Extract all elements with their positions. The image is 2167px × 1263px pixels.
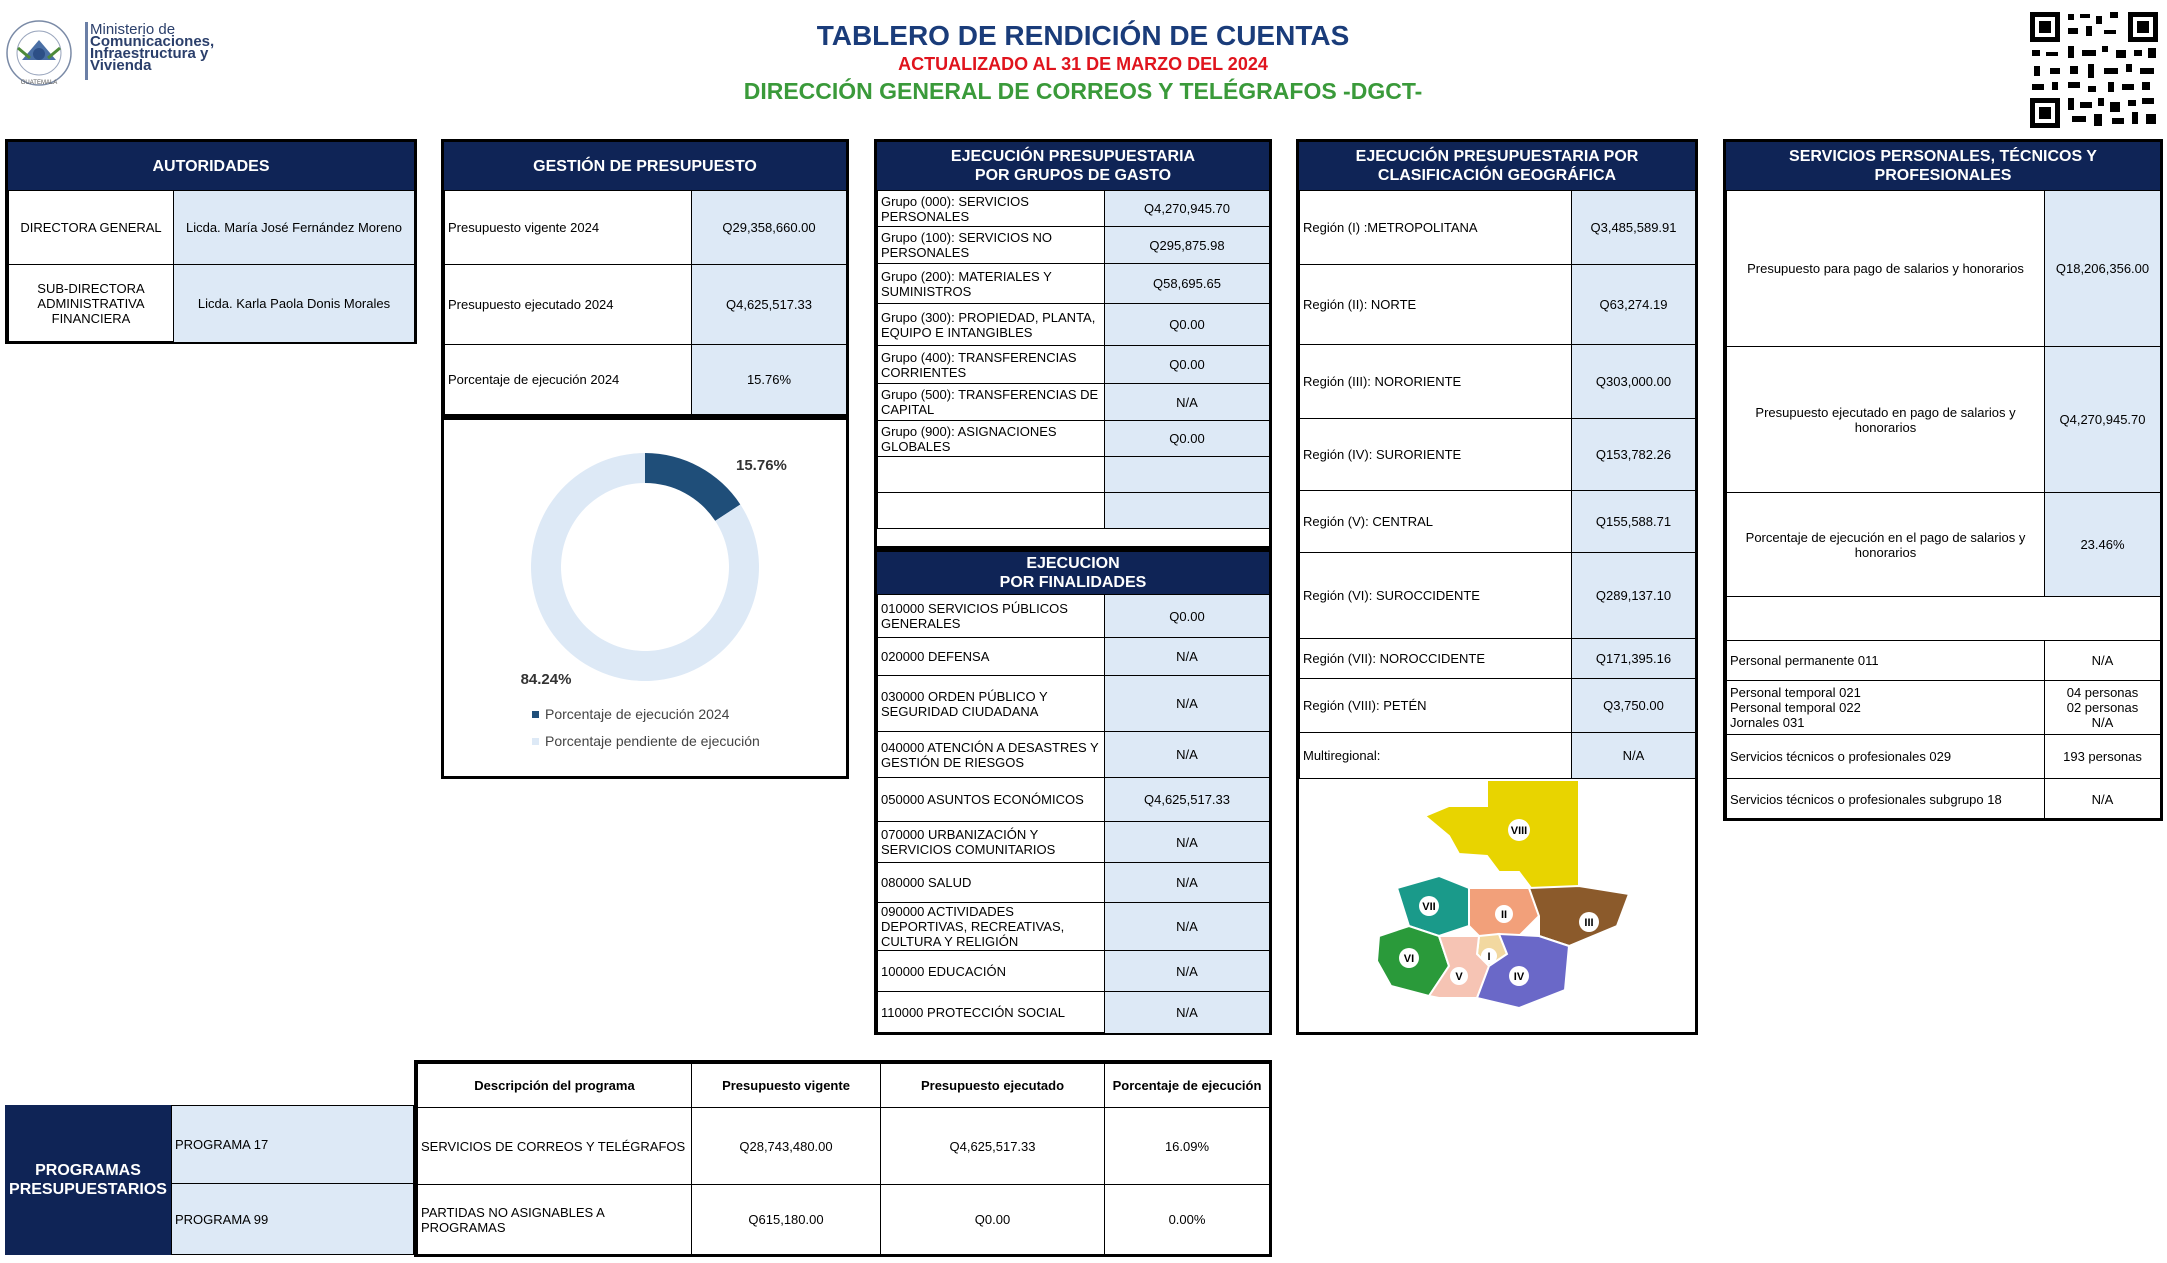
table-row [418,1108,1270,1185]
donut-data-label: 84.24% [520,671,572,688]
table-row [878,638,1270,676]
legend-swatch [532,711,539,718]
empty-cell [878,493,1105,529]
label-cell: Grupo (900): ASIGNACIONES GLOBALES [878,421,1105,457]
value-cell: N/A [1105,863,1270,903]
donut-chart [444,420,846,776]
label-cell: Porcentaje de ejecución 2024 [445,345,692,415]
finalidades-title [877,552,1269,594]
table-row [878,992,1270,1034]
table-row [1300,345,1696,419]
column-header: Presupuesto ejecutado [881,1064,1105,1108]
label-cell: 030000 ORDEN PÚBLICO Y SEGURIDAD CIUDADANA [878,676,1105,732]
label-cell: Servicios técnicos o profesionales 029 [1727,735,2045,779]
table-row [1727,735,2161,779]
label-cell: 040000 ATENCIÓN A DESASTRES Y GESTIÓN DE RIESGOS [878,732,1105,778]
geografica-title [1299,142,1695,190]
label-cell: Región (VII): NOROCCIDENTE [1300,639,1572,679]
table-row [1300,639,1696,679]
table-row [1727,493,2161,597]
table-row [445,265,847,345]
label-cell: 080000 SALUD [878,863,1105,903]
update-date: ACTUALIZADO AL 31 DE MARZO DEL 2024 [898,54,1268,74]
label-cell: Grupo (000): SERVICIOS PERSONALES [878,191,1105,227]
value-cell: Q29,358,660.00 [692,191,847,265]
label-cell: 010000 SERVICIOS PÚBLICOS GENERALES [878,595,1105,638]
ejecutado-cell: Q0.00 [881,1185,1105,1255]
map-label: VII [1422,901,1436,913]
programas-table [417,1063,1270,1255]
value-cell: Q3,750.00 [1572,679,1696,733]
presupuesto-table [444,190,847,415]
label-cell: Personal permanente 011 [1727,641,2045,681]
value-cell: Q0.00 [1105,304,1270,346]
value-cell: Q3,485,589.91 [1572,191,1696,265]
title-line-1: EJECUCIÓN PRESUPUESTARIA POR [1355,148,1639,165]
value-cell: N/A [1105,732,1270,778]
descripcion-cell: PARTIDAS NO ASIGNABLES A PROGRAMAS [418,1185,692,1255]
title-line-2: PROFESIONALES [1874,167,2012,184]
legend-label: Porcentaje pendiente de ejecución [545,733,760,749]
value-cell: 193 personas [2045,735,2161,779]
label-cell: Región (II): NORTE [1300,265,1572,345]
table-row [1727,597,2161,641]
grupos-gasto-table [877,190,1270,529]
donut-data-label: 15.76% [736,457,787,474]
logo-line-3: Infraestructura y [90,45,209,62]
vigente-cell: Q28,743,480.00 [692,1108,881,1185]
value-cell: 15.76% [692,345,847,415]
label-cell: Región (VI): SUROCCIDENTE [1300,553,1572,639]
legend-label: Porcentaje de ejecución 2024 [545,706,730,722]
table-row [1300,679,1696,733]
donut-slice-executed [645,453,740,521]
table-row [1727,347,2161,493]
value-cell: Q18,206,356.00 [2045,191,2161,347]
title-line-2: POR FINALIDADES [999,574,1147,591]
value-cell: N/A [2045,641,2161,681]
finalidades-panel [874,549,1272,1035]
title-line-1: SERVICIOS PERSONALES, TÉCNICOS Y [1789,148,2097,165]
guatemala-regions-map-icon [1369,776,1659,1026]
table-row [878,951,1270,992]
table-row [878,304,1270,346]
table-row [1727,681,2161,735]
programas-title [5,1105,171,1255]
map-label: V [1455,971,1463,983]
label-cell: Región (IV): SURORIENTE [1300,419,1572,491]
label-cell: Región (V): CENTRAL [1300,491,1572,553]
table-row [9,265,415,343]
vigente-cell: Q615,180.00 [692,1185,881,1255]
title-line-1: EJECUCIÓN PRESUPUESTARIA [950,148,1196,165]
table-row [878,676,1270,732]
empty-cell [1105,493,1270,529]
value-cell: Q153,782.26 [1572,419,1696,491]
table-row [1300,191,1696,265]
label-cell: Región (I) :METROPOLITANA [1300,191,1572,265]
table-row [418,1185,1270,1255]
value-cell: N/A [1105,384,1270,421]
ejecutado-cell: Q4,625,517.33 [881,1108,1105,1185]
porcentaje-cell: 0.00% [1105,1185,1270,1255]
presupuesto-title: GESTIÓN DE PRESUPUESTO [444,142,846,190]
table-row [172,1184,414,1255]
value-cell: 04 personas 02 personas N/A [2045,681,2161,735]
seal-text: GUATEMALA [20,80,58,86]
table-row [1727,191,2161,347]
value-cell: Q63,274.19 [1572,265,1696,345]
qr-code-icon [2028,10,2160,130]
cargo-cell: SUB-DIRECTORA ADMINISTRATIVA FINANCIERA [9,265,174,343]
table-row [878,346,1270,384]
cargo-cell: DIRECTORA GENERAL [9,191,174,265]
title-line-2: POR GRUPOS DE GASTO [974,167,1172,184]
geografica-panel [1296,139,1698,1035]
grupos-gasto-title [877,142,1269,190]
table-row [878,903,1270,951]
title-line-2: CLASIFICACIÓN GEOGRÁFICA [1377,167,1617,184]
programa-cell: PROGRAMA 17 [172,1106,414,1184]
table-row [878,421,1270,457]
map-label: VIII [1510,825,1528,837]
label-cell: Grupo (100): SERVICIOS NO PERSONALES [878,227,1105,264]
table-row [878,264,1270,304]
table-row [1300,419,1696,491]
value-cell: N/A [1105,992,1270,1034]
spacer-cell [1727,597,2161,641]
table-row [1300,733,1696,779]
column-header: Porcentaje de ejecución [1105,1064,1270,1108]
map-label: II [1500,909,1508,921]
descripcion-cell: SERVICIOS DE CORREOS Y TELÉGRAFOS [418,1108,692,1185]
logo-line-2: Comunicaciones, [90,33,215,50]
label-cell: Grupo (500): TRANSFERENCIAS DE CAPITAL [878,384,1105,421]
table-row [1300,491,1696,553]
empty-cell [878,457,1105,493]
value-cell: Q303,000.00 [1572,345,1696,419]
ministry-logo [0,18,250,88]
value-cell: N/A [2045,779,2161,821]
value-cell: Q295,875.98 [1105,227,1270,264]
autoridades-title: AUTORIDADES [8,142,414,190]
grupos-gasto-panel [874,139,1272,549]
autoridades-table [8,190,415,343]
label-cell: Presupuesto para pago de salarios y honorarios [1727,191,2045,347]
label-cell: Región (VIII): PETÉN [1300,679,1572,733]
geografica-table [1299,190,1696,779]
table-row [878,384,1270,421]
table-row [1300,553,1696,639]
value-cell: N/A [1105,638,1270,676]
label-cell: 070000 URBANIZACIÓN Y SERVICIOS COMUNITARIOS [878,822,1105,863]
table-header-row [418,1064,1270,1108]
table-row [878,822,1270,863]
logo-line-4: Vivienda [90,57,152,74]
label-cell: Personal temporal 021 Personal temporal 022 Jornales 031 [1727,681,2045,735]
label-cell: 050000 ASUNTOS ECONÓMICOS [878,778,1105,822]
porcentaje-cell: 16.09% [1105,1108,1270,1185]
label-cell: Servicios técnicos o profesionales subgrupo 18 [1727,779,2045,821]
value-cell: Q289,137.10 [1572,553,1696,639]
table-row [1727,779,2161,821]
table-row [878,457,1270,493]
label-cell: 110000 PROTECCIÓN SOCIAL [878,992,1105,1034]
title-line-1: EJECUCION [1026,555,1120,572]
value-cell: Q4,625,517.33 [692,265,847,345]
map-label: IV [1513,971,1525,983]
finalidades-table [877,594,1270,1034]
value-cell: N/A [1105,903,1270,951]
autoridades-panel [5,139,417,344]
table-row [878,227,1270,264]
legend-swatch [532,738,539,745]
label-cell: Presupuesto ejecutado 2024 [445,265,692,345]
column-header: Descripción del programa [418,1064,692,1108]
programa-cell: PROGRAMA 99 [172,1184,414,1255]
servicios-panel [1723,139,2163,821]
table-row [1300,265,1696,345]
programas-side-table [171,1105,414,1255]
table-row [878,863,1270,903]
value-cell: N/A [1572,733,1696,779]
value-cell: Q155,588.71 [1572,491,1696,553]
label-cell: Grupo (200): MATERIALES Y SUMINISTROS [878,264,1105,304]
label-cell: Región (III): NORORIENTE [1300,345,1572,419]
value-cell: N/A [1105,676,1270,732]
entity-name: DIRECCIÓN GENERAL DE CORREOS Y TELÉGRAFOS -DGCT- [743,78,1423,104]
table-row [878,778,1270,822]
value-cell: Q4,625,517.33 [1105,778,1270,822]
map-label: III [1584,917,1594,929]
nombre-cell: Licda. Karla Paola Donis Morales [174,265,415,343]
programas-panel [414,1060,1272,1257]
value-cell: Q0.00 [1105,421,1270,457]
servicios-title [1726,142,2160,190]
table-row [172,1106,414,1184]
servicios-table [1726,190,2161,821]
table-row [9,191,415,265]
table-row [878,595,1270,638]
label-cell: Presupuesto vigente 2024 [445,191,692,265]
table-row [878,191,1270,227]
table-row [878,732,1270,778]
value-cell: Q0.00 [1105,346,1270,384]
map-label: VI [1403,953,1415,965]
donut-chart-panel [441,417,849,779]
empty-cell [1105,457,1270,493]
column-header: Presupuesto vigente [692,1064,881,1108]
value-cell: Q4,270,945.70 [1105,191,1270,227]
table-row [445,191,847,265]
page-title: TABLERO DE RENDICIÓN DE CUENTAS [816,20,1350,51]
value-cell: Q0.00 [1105,595,1270,638]
label-cell: Grupo (400): TRANSFERENCIAS CORRIENTES [878,346,1105,384]
value-cell: Q4,270,945.70 [2045,347,2161,493]
label-cell: Porcentaje de ejecución en el pago de salarios y honorarios [1727,493,2045,597]
label-cell: 020000 DEFENSA [878,638,1105,676]
label-cell: 100000 EDUCACIÓN [878,951,1105,992]
coat-of-arms-icon [0,18,78,88]
nombre-cell: Licda. María José Fernández Moreno [174,191,415,265]
programas-title-text: PROGRAMAS PRESUPUESTARIOS [9,1162,167,1198]
label-cell: 090000 ACTIVIDADES DEPORTIVAS, RECREATIVAS, CULTURA Y RELIGIÓN [878,903,1105,951]
table-row [445,345,847,415]
value-cell: N/A [1105,822,1270,863]
map-label: I [1487,951,1491,963]
label-cell: Multiregional: [1300,733,1572,779]
value-cell: 23.46% [2045,493,2161,597]
label-cell: Presupuesto ejecutado en pago de salarios y honorarios [1727,347,2045,493]
value-cell: Q58,695.65 [1105,264,1270,304]
presupuesto-panel [441,139,849,417]
label-cell: Grupo (300): PROPIEDAD, PLANTA, EQUIPO E INTANGIBLES [878,304,1105,346]
value-cell: Q171,395.16 [1572,639,1696,679]
value-cell: N/A [1105,951,1270,992]
table-row [1727,641,2161,681]
logo-line-1: Ministerio de [90,21,176,38]
table-row [878,493,1270,529]
